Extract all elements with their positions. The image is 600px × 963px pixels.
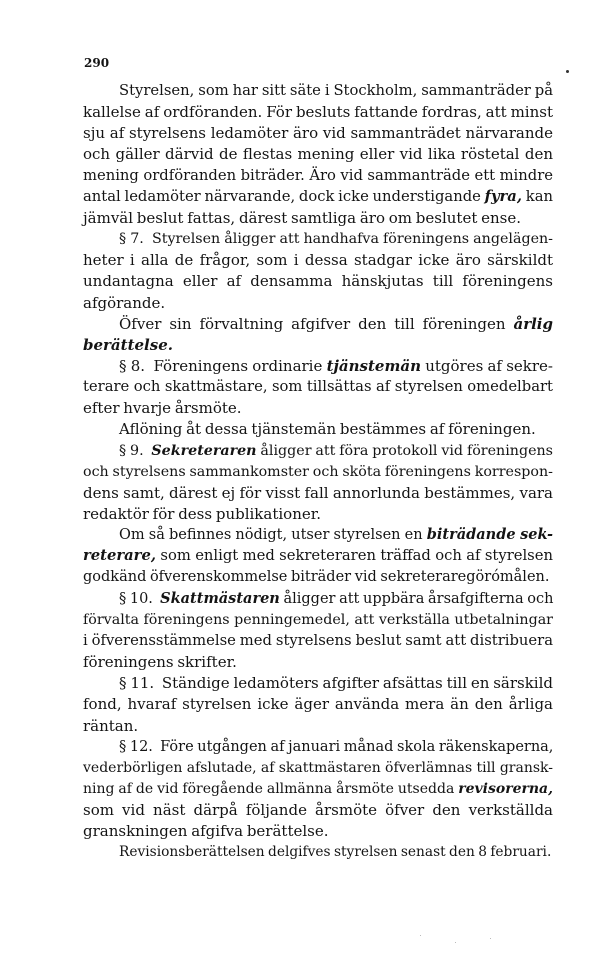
text-span: ning af de vid föregående allmänna årsmöte utsedda: [83, 780, 459, 797]
text-span: Styrelsen, som har sitt säte i Stockholm, sammanträder på: [119, 82, 553, 99]
text-span: som vid näst därpå följande årsmöte öfver den verkställda: [83, 801, 553, 820]
text-span: § 9.: [119, 442, 152, 459]
text-span: räntan.: [83, 716, 139, 735]
page-number: 290: [84, 56, 110, 70]
text-span: heter i alla de frågor, som i dessa stadgar icke äro särskildt: [83, 251, 553, 270]
emphasis-text: årlig: [513, 314, 553, 333]
text-span: Om så befinnes nödigt, utser styrelsen en: [119, 527, 427, 544]
text-span: § 7. Styrelsen åligger att handhafva föreningens angelägen-: [119, 231, 553, 248]
text-line: [83, 207, 553, 229]
scan-noise: [420, 935, 421, 936]
text-span: åligger att föra protokoll vid föreningens: [256, 442, 553, 459]
text-span: mening ordföranden biträder. Äro vid sammanträde ett mindre: [83, 166, 553, 184]
text-line: [119, 588, 553, 610]
text-line: [83, 693, 553, 715]
text-line: [83, 334, 553, 356]
text-line: [119, 440, 553, 462]
text-line: [83, 122, 553, 144]
text-line: [83, 799, 553, 821]
text-span: föreningens skrifter.: [83, 653, 237, 672]
scan-noise: [455, 942, 456, 943]
text-span: redaktör för dess publikationer.: [83, 505, 322, 523]
text-span: som enligt med sekreteraren träffad och af styrelsen: [155, 547, 553, 565]
text-span: terare och skattmästare, som tillsättas af styrelsen omedelbart: [83, 378, 553, 396]
text-line: [83, 503, 553, 525]
text-span: vederbörligen afslutade, af skattmästaren öfverlämnas till gransk-: [83, 759, 553, 776]
text-span: undantagna eller af densamma hänskjutas till föreningens: [83, 272, 553, 291]
text-span: utgöres af sekre-: [420, 356, 553, 375]
text-span: antal ledamöter närvarande, dock icke understigande: [83, 187, 485, 205]
text-span: och gäller därvid de flestas mening eller vid lika röstetal den: [83, 145, 553, 164]
text-span: och styrelsens sammankomster och sköta föreningens korrespon-: [83, 463, 553, 480]
text-line: [83, 165, 553, 187]
emphasis-text: reterare,: [83, 547, 156, 565]
text-line: [83, 482, 553, 504]
text-line: [83, 715, 553, 737]
text-span: kallelse af ordföranden. För besluts fattande fordras, att minst: [83, 103, 553, 122]
text-line: [83, 757, 553, 779]
text-span: dens samt, därest ej för visst fall annorlunda bestämmes, vara: [83, 483, 553, 502]
text-span: § 12. Före utgången af januari månad skola räkenskaperna,: [119, 738, 554, 755]
emphasis-text: Skattmästaren: [160, 589, 280, 607]
text-line: [83, 609, 553, 631]
text-span: i öfverensstämmelse med styrelsens beslut samt att distribuera: [83, 631, 553, 649]
text-line: [119, 841, 553, 863]
emphasis-text: Sekreteraren: [151, 442, 257, 459]
emphasis-text: berättelse.: [83, 335, 173, 354]
text-span: Revisionsberättelsen delgifves styrelsen senast den 8 februari.: [119, 844, 552, 861]
text-line: [83, 101, 553, 123]
text-line: [83, 820, 553, 842]
text-line: [83, 292, 553, 314]
text-line: [119, 313, 553, 335]
text-span: Aflöning åt dessa tjänstemän bestämmes af föreningen.: [119, 420, 536, 439]
text-span: förvalta föreningens penningemedel, att verkställa utbetalningar: [83, 611, 553, 628]
text-span: granskningen afgifva berättelse.: [83, 822, 329, 841]
text-line: [83, 461, 553, 483]
emphasis-text: fyra,: [484, 187, 523, 205]
text-line: [83, 397, 553, 419]
text-line: [119, 418, 553, 440]
text-span: godkänd öfverenskommelse biträder vid sekreteraregörómålen.: [83, 569, 550, 586]
text-span: kan: [522, 187, 553, 205]
emphasis-text: revisorerna,: [458, 780, 553, 797]
text-span: § 11. Ständige ledamöters afgifter afsättas till en särskild: [119, 674, 553, 693]
text-line: [83, 566, 553, 588]
text-span: Öfver sin förvaltning afgifver den till föreningen: [119, 314, 514, 333]
text-line: [119, 355, 553, 377]
text-line: [83, 270, 553, 292]
text-line: [119, 228, 553, 250]
emphasis-text: tjänstemän: [326, 356, 421, 375]
text-line: [83, 249, 553, 271]
text-line: [83, 376, 553, 398]
text-line: [119, 736, 553, 758]
text-span: afgörande.: [83, 293, 166, 312]
speck: [566, 70, 569, 73]
text-span: jämväl beslut fattas, därest samtliga äro om beslutet ense.: [83, 208, 521, 227]
text-span: efter hvarje årsmöte.: [83, 399, 242, 418]
text-span: § 8. Föreningens ordinarie: [119, 356, 327, 375]
text-line: [83, 651, 553, 673]
text-line: [83, 186, 553, 208]
scan-noise: [490, 938, 491, 939]
text-line: [83, 545, 553, 567]
text-span: åligger att uppbära årsafgifterna och: [279, 590, 554, 607]
text-span: § 10.: [119, 590, 161, 607]
text-span: fond, hvaraf styrelsen icke äger använda mera än den årliga: [83, 695, 553, 714]
text-line: [83, 778, 553, 800]
text-line: [119, 672, 553, 694]
text-line: [119, 80, 553, 102]
text-line: [83, 630, 553, 652]
text-span: sju af styrelsens ledamöter äro vid sammanträdet närvarande: [83, 124, 553, 143]
text-line: [119, 524, 553, 546]
text-line: [83, 143, 553, 165]
emphasis-text: biträdande sek-: [426, 526, 554, 544]
